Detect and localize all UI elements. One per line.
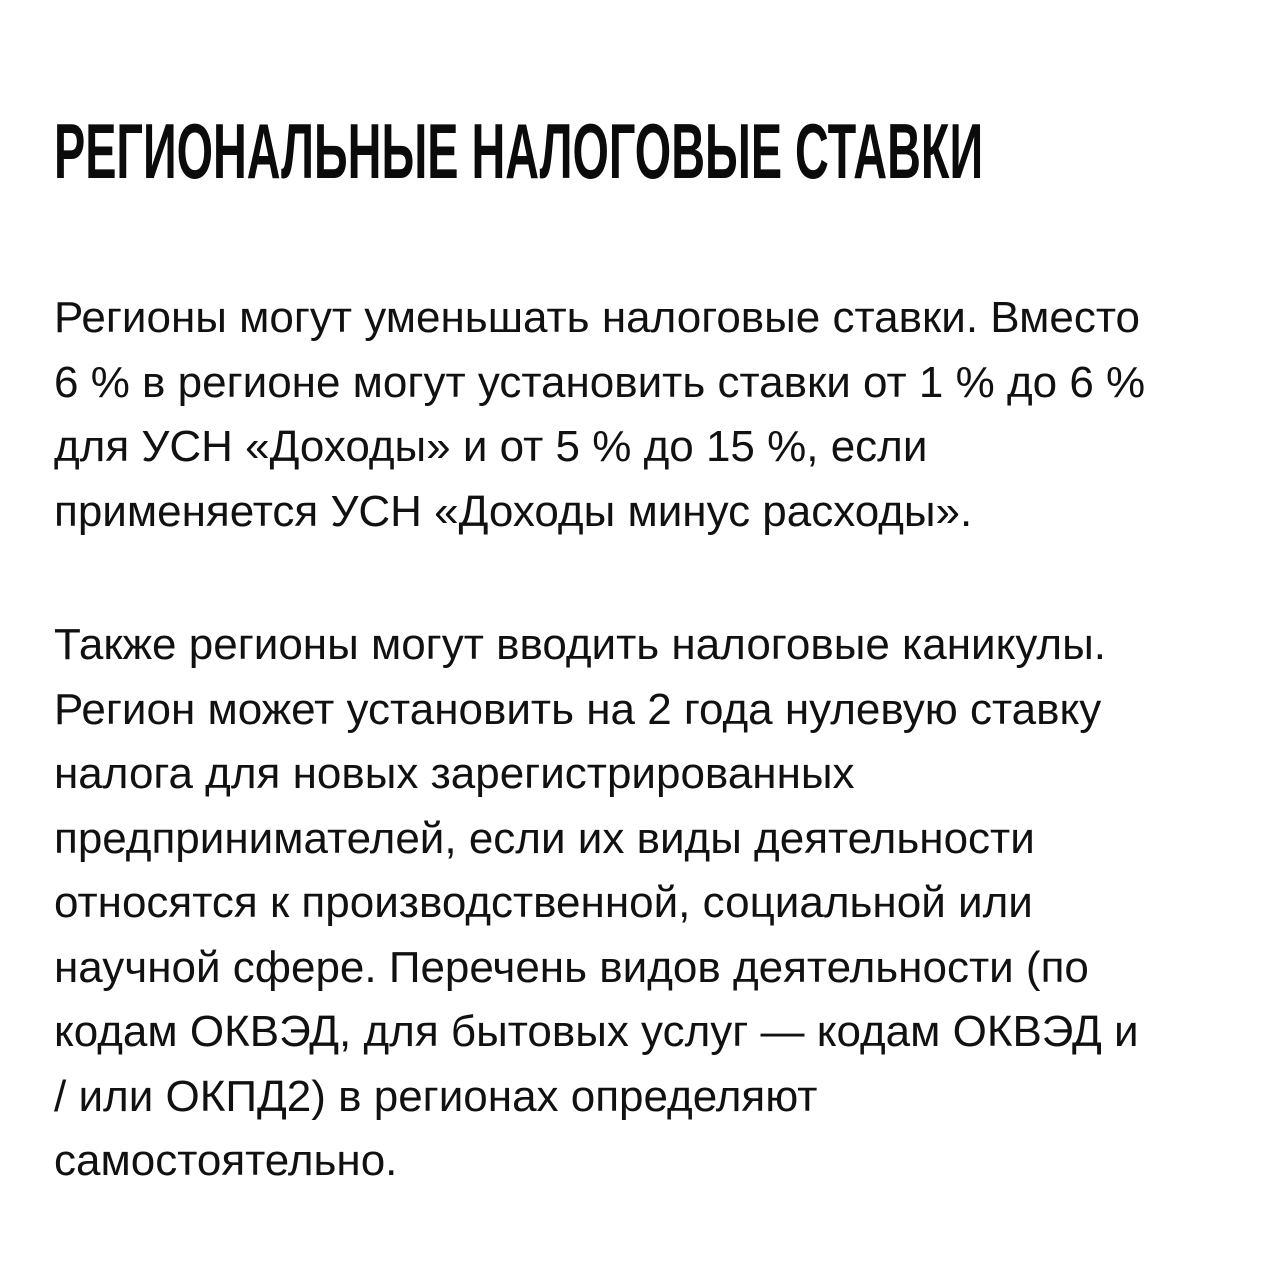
paragraph-line: применяется УСН «Доходы минус расходы». [54,486,973,536]
paragraph-line: кодам ОКВЭД, для бытовых услуг — кодам ОКВЭД и [54,1007,1139,1056]
paragraph-line: налога для новых зарегистрированных [54,749,855,798]
page-title: РЕГИОНАЛЬНЫЕ НАЛОГОВЫЕ СТАВКИ [54,107,984,195]
paragraph-line: 6 % в регионе могут установить ставки от 1 % до 6 % [54,357,1146,407]
paragraph-line: научной сфере. Перечень видов деятельности (по [54,942,1089,992]
paragraph-line: Также регионы могут вводить налоговые каникулы. [54,620,1106,669]
paragraph-line: / или ОКПД2) в регионах определяют [54,1071,818,1121]
paragraph-line: для УСН «Доходы» и от 5 % до 15 %, если [54,422,928,471]
paragraph-line: относятся к производственной, социальной или [54,878,1033,927]
paragraph-line: самостоятельно. [54,1136,398,1185]
paragraph-line: Регионы могут уменьшать налоговые ставки. Вместо [54,293,1140,342]
paragraph-regional-rates [54,286,1234,544]
paragraph-line: Регион может установить на 2 года нулевую ставку [54,684,1102,734]
paragraph-tax-holidays [54,613,1234,1194]
paragraph-line: предпринимателей, если их виды деятельности [54,813,1035,863]
